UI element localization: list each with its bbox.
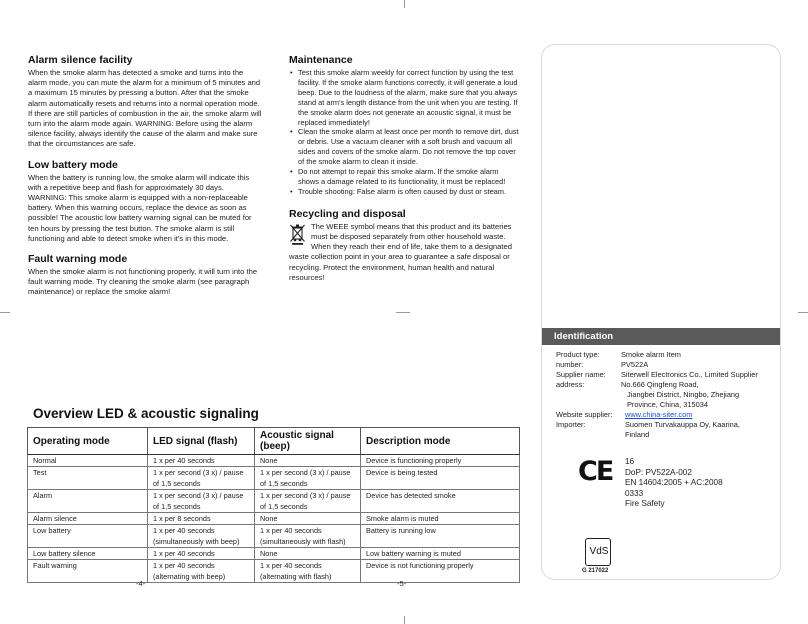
table-cell: None xyxy=(255,455,361,467)
table-header-row xyxy=(28,428,520,455)
table-cell: Normal xyxy=(28,455,148,467)
list-item: • Clean the smoke alarm at least once per month to remove dirt, dust or debris. Use a vacuum cleaner with a soft brush and vacuum all sides and covers of the smoke alarm. Do not remove the top cover of the smoke alarm to clean it inside. xyxy=(289,127,521,167)
table-cell: 1 x per 40 seconds (alternating with beep) xyxy=(148,560,255,583)
low-battery-body: When the battery is running low, the smoke alarm will indicate this with a repetitive beep and flash for approximately 30 days. WARNING: This smoke alarm is equipped with a non-replaceable battery. When this warning occurs, replace the device as soon as possible! The acoustic low battery warning signal can be muted for ten hours by pressing the test button. The smoke alarm is still functioning and able to detect smoke when it's in this mode. xyxy=(28,172,252,243)
website-label: Website supplier: xyxy=(556,410,613,419)
column-header: Acoustic signal (beep) xyxy=(255,428,361,455)
address-line-2: Jiangbei District, Ningbo, Zhejiang xyxy=(627,390,740,399)
low-battery-heading: Low battery mode xyxy=(28,158,118,171)
vds-logo-icon xyxy=(585,538,611,566)
recycling-line-1: The WEEE symbol means that this product and its batteries xyxy=(311,221,512,231)
crop-mark xyxy=(798,312,808,313)
ce-mark-icon: CE xyxy=(578,456,613,487)
ce-line: Fire Safety xyxy=(625,499,665,509)
importer-label: Importer: xyxy=(556,420,586,429)
table-cell: 1 x per second (3 x) / pause of 1,5 seconds xyxy=(148,490,255,513)
ce-line: DoP: PV522A-002 xyxy=(625,467,692,477)
table-row xyxy=(28,513,520,525)
supplier-website-link[interactable]: www.china-siter.com xyxy=(625,410,693,419)
table-row xyxy=(28,525,520,548)
fault-warning-heading: Fault warning mode xyxy=(28,253,128,266)
table-cell: 1 x per 40 seconds xyxy=(148,548,255,560)
column-header: LED signal (flash) xyxy=(148,428,255,455)
table-cell: 1 x per second (3 x) / pause of 1,5 seconds xyxy=(255,467,361,490)
table-row xyxy=(28,560,520,583)
ce-line: 0333 xyxy=(625,488,644,498)
table-cell: Alarm xyxy=(28,490,148,513)
table-cell: Fault warning xyxy=(28,560,148,583)
table-row xyxy=(28,467,520,490)
table-cell: Device is being tested xyxy=(361,467,520,490)
table-cell: 1 x per 8 seconds xyxy=(148,513,255,525)
alarm-silence-body: When the smoke alarm has detected a smoke and turns into the alarm mode, you can mute the alarm for a minimum of 5 minutes and a maximum 15 minutes by pressing a button. After that the smoke alarm automatically resets and returns into a normal operation mode. If there are still particles of combustion in the air, the smoke alarm will turn into the alarm mode again. WARNING: Before using the alarm silence facility, always identify the cause of the alarm and make sure that the circumstances are safe. xyxy=(28,68,262,149)
table-cell: 1 x per 40 seconds (simultaneously with flash) xyxy=(255,525,361,548)
address-label: address: xyxy=(556,380,585,389)
crop-mark xyxy=(0,312,10,313)
number-label: number: xyxy=(556,360,584,369)
page-number-left: -4- xyxy=(136,579,146,588)
alarm-silence-heading: Alarm silence facility xyxy=(28,54,133,66)
ce-line: 16 xyxy=(625,457,635,466)
table-cell: Alarm silence xyxy=(28,513,148,525)
table-cell: 1 x per second (3 x) / pause of 1,5 seconds xyxy=(148,467,255,490)
table-cell: 1 x per second (3 x) / pause of 1,5 seconds xyxy=(255,490,361,513)
page-number-middle: -5- xyxy=(397,579,407,588)
crop-mark xyxy=(404,616,405,624)
crop-mark xyxy=(404,0,405,8)
led-signaling-table xyxy=(27,427,520,583)
supplier-name-value: Siterwell Electronics Co., Limited Supplier xyxy=(621,370,758,379)
left-text-column xyxy=(28,54,262,298)
middle-text-column xyxy=(289,54,521,283)
table-cell: Test xyxy=(28,467,148,490)
list-item: • Do not attempt to repair this smoke alarm. If the smoke alarm shows a damage related to its functionality, it must be replaced! xyxy=(289,167,521,187)
recycling-heading: Recycling and disposal xyxy=(289,207,406,220)
importer-line-1: Suomen Turvakauppa Oy, Kaarina, xyxy=(625,420,740,429)
table-cell: Device has detected smoke xyxy=(361,490,520,513)
table-cell: Device is not functioning properly xyxy=(361,560,520,583)
recycling-line-3: When they reach their end of life, take them to a designated xyxy=(311,242,512,252)
supplier-name-label: Supplier name: xyxy=(556,370,606,379)
column-header: Description mode xyxy=(361,428,520,455)
maintenance-list xyxy=(289,68,521,197)
table-row xyxy=(28,548,520,560)
address-line-3: Province, China, 315034 xyxy=(627,400,708,409)
column-header: Operating mode xyxy=(28,428,148,455)
ce-line: EN 14604:2005 + AC:2008 xyxy=(625,478,723,488)
product-type-value: Smoke alarm Item xyxy=(621,350,681,359)
table-cell: Smoke alarm is muted xyxy=(361,513,520,525)
table-cell: Low battery silence xyxy=(28,548,148,560)
table-row xyxy=(28,490,520,513)
table-cell: 1 x per 40 seconds xyxy=(148,455,255,467)
vds-symbol: VdS xyxy=(589,546,609,557)
product-type-label: Product type: xyxy=(556,350,600,359)
crop-mark xyxy=(396,312,410,313)
ce-details xyxy=(625,457,723,510)
table-cell: Low battery xyxy=(28,525,148,548)
table-cell: Battery is running low xyxy=(361,525,520,548)
table-cell: 1 x per 40 seconds (simultaneously with beep) xyxy=(148,525,255,548)
table-cell: None xyxy=(255,513,361,525)
table-cell: Low battery warning is muted xyxy=(361,548,520,560)
recycling-block xyxy=(289,222,521,283)
maintenance-heading: Maintenance xyxy=(289,54,353,66)
overview-title: Overview LED & acoustic signaling xyxy=(33,406,259,421)
identification-heading: Identification xyxy=(542,328,781,345)
number-value: PV522A xyxy=(621,360,649,369)
table-cell: 1 x per 40 seconds (alternating with flash) xyxy=(255,560,361,583)
identification-card xyxy=(541,44,781,580)
list-item: • Trouble shooting: False alarm is often caused by dust or steam. xyxy=(289,187,521,197)
recycling-rest: waste collection point in your area to guarantee a safe disposal or recycling. Protect the environment, human health and natural resources! xyxy=(289,252,510,282)
vds-code: G 217022 xyxy=(582,568,609,574)
importer-line-2: Finland xyxy=(625,430,650,439)
table-row xyxy=(28,455,520,467)
table-cell: None xyxy=(255,548,361,560)
led-table-wrapper xyxy=(27,427,520,583)
list-item: • Test this smoke alarm weekly for correct function by using the test facility. If the smoke alarm functions correctly, it will generate a loud beep. Due to the loudness of the alarm, make sure that you always stand at arm's length distance from the unit when you are testing. If the smoke alarm does not generate an acoustic signal, it must be replaced immediately! xyxy=(289,68,521,127)
recycling-line-2: must be disposed separately from other household waste. xyxy=(311,231,506,241)
fault-warning-body: When the smoke alarm is not functioning properly, it will turn into the fault warning mode. Try cleaning the smoke alarm (see paragraph maintenance) or replace the smoke alarm! xyxy=(28,267,258,297)
weee-bin-icon xyxy=(289,223,306,245)
address-line-1: No.666 Qingfeng Road, xyxy=(621,380,699,389)
table-cell: Device is functioning properly xyxy=(361,455,520,467)
